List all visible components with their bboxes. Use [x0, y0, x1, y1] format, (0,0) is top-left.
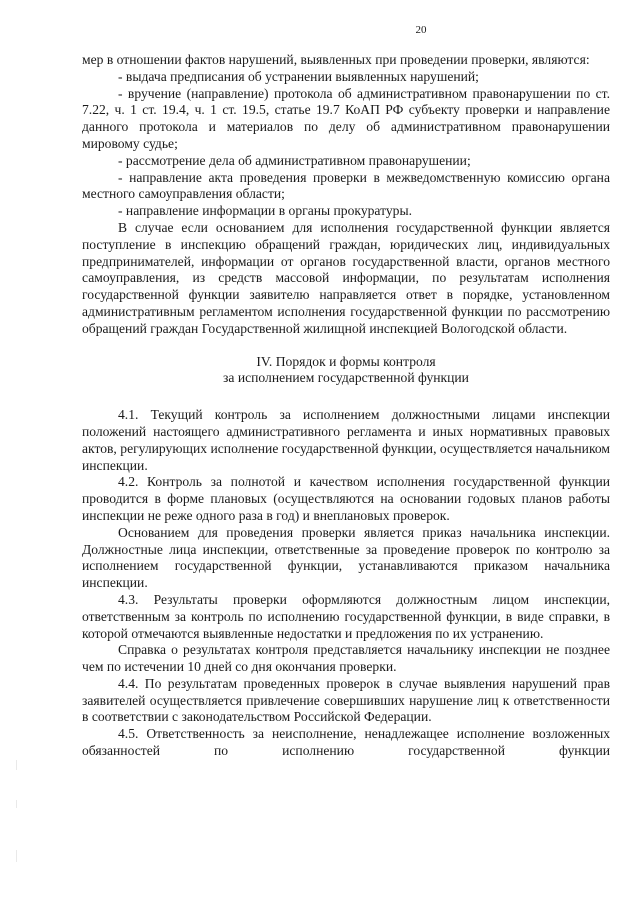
paragraph-report: Справка о результатах контроля представляется начальнику инспекции не позднее чем по истечении 10 дней со дня окончания проверки.: [82, 642, 610, 675]
list-item-prescription: - выдача предписания об устранении выявленных нарушений;: [118, 68, 479, 84]
section-heading: [82, 354, 610, 388]
list-item-protocol: - вручение (направление) протокола об административном правонарушении по ст. 7.22, ч. 1 ст. 19.4, ч. 1 ст. 19.5, статье 19.7 КоАП РФ субъекту проверки и направление данного протокола и материалов по делу об административном правонарушении мировому судье;: [82, 85, 610, 151]
section-heading-line-1: IV. Порядок и формы контроля: [256, 353, 436, 369]
section-heading-line-2: за исполнением государственной функции: [223, 370, 469, 386]
paragraph-appeals: В случае если основанием для исполнения государственной функции является поступление в инспекцию обращений граждан, юридических лиц, индивидуальных предпринимателей, информации от органов государственной власти, органов местного самоуправления, из средств массовой информации, по результатам исполнения государственной функции заявителю направляется ответ в порядке, установленном административным регламентом исполнения государственной функции по рассмотрению обращений граждан Государственной жилищной инспекцией Вологодской области.: [82, 219, 610, 336]
list-item-prosecutor: - направление информации в органы прокуратуры.: [118, 203, 412, 219]
paragraph-intro: мер в отношении фактов нарушений, выявленных при проведении проверки, являются:: [82, 52, 590, 67]
scan-margin-marks: [14, 760, 20, 880]
paragraph-4-2: 4.2. Контроль за полнотой и качеством исполнения государственной функции проводится в форме плановых (осуществляются на основании годовых планов работы инспекции не реже одного раза в год) и внеплановых проверок.: [82, 474, 610, 523]
document-body: [82, 52, 610, 760]
paragraph-grounds: Основанием для проведения проверки является приказ начальника инспекции. Должностные лица инспекции, ответственные за проведение проверок по контролю за исполнением государственной функции, устанавливаются приказом начальника инспекции.: [82, 524, 610, 591]
paragraph-4-3: 4.3. Результаты проверки оформляются должностным лицом инспекции, ответственным за контроль по исполнению государственной функции, в виде справки, в которой отмечаются выявленные недостатки и предложения по их устранению.: [82, 591, 610, 641]
page-number: 20: [415, 24, 427, 36]
paragraph-4-4: 4.4. По результатам проведенных проверок в случае выявления нарушений прав заявителей осуществляется привлечение совершивших нарушение лиц к ответственности в соответствии с законодательством Российской Федерации.: [82, 675, 610, 725]
paragraph-4-5: 4.5. Ответственность за неисполнение, ненадлежащее исполнение возложенных обязанностей по исполнению государственной функции: [82, 726, 610, 759]
list-item-case-review: - рассмотрение дела об административном правонарушении;: [118, 152, 471, 168]
list-item-act-commission: - направление акта проведения проверки в межведомственную комиссию органа местного самоуправления области;: [82, 169, 610, 202]
paragraph-4-1: 4.1. Текущий контроль за исполнением должностными лицами инспекции положений настоящего административного регламента и иных нормативных правовых актов, регулирующих исполнение государственной функции, осуществляется начальником инспекции.: [82, 407, 610, 473]
